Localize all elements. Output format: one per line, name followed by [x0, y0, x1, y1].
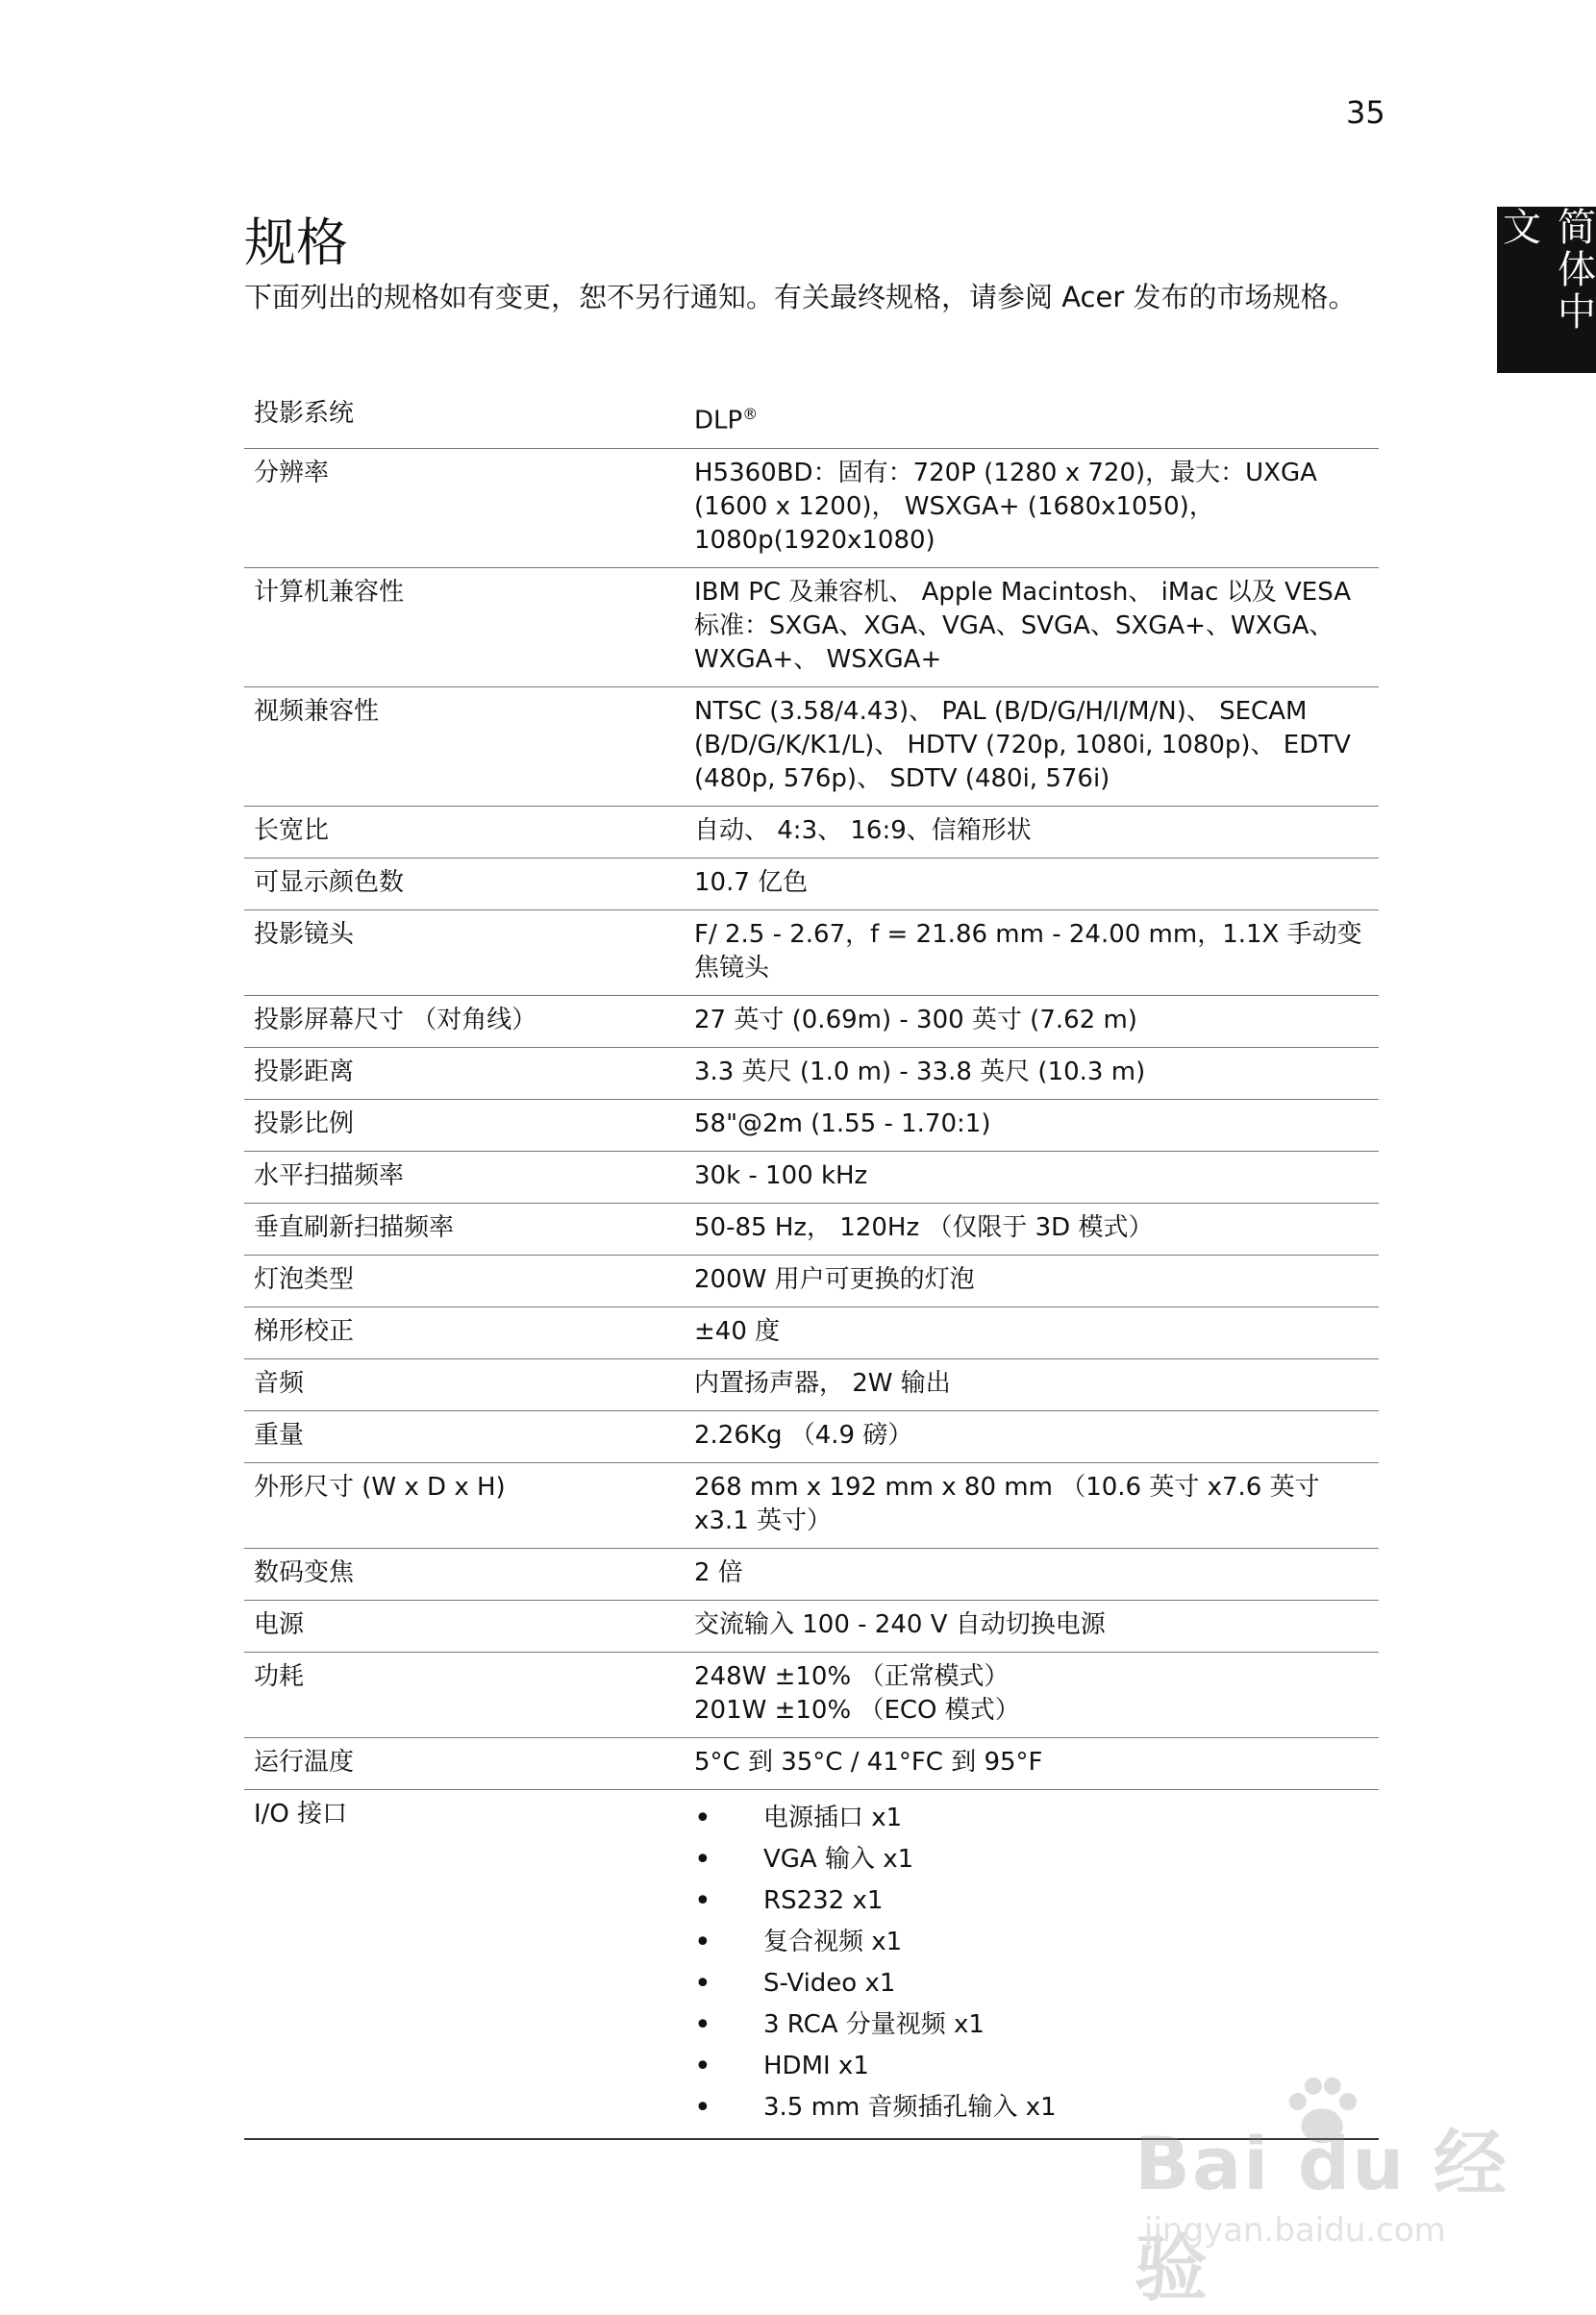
- spec-label: 投影距离: [244, 1047, 685, 1099]
- spec-label: 水平扫描频率: [244, 1151, 685, 1203]
- spec-value: 2.26Kg （4.9 磅）: [694, 1419, 1369, 1453]
- spec-row: [244, 858, 1379, 909]
- spec-value-cell: [685, 1737, 1379, 1789]
- spec-value: F/ 2.5 - 2.67，f = 21.86 mm - 24.00 mm，1.1X 手动变焦镜头: [694, 918, 1369, 985]
- spec-value-cell: [685, 1203, 1379, 1255]
- watermark-url: jingyan.baidu.com: [1144, 2211, 1446, 2250]
- spec-value: 50-85 Hz， 120Hz （仅限于 3D 模式）: [694, 1211, 1369, 1245]
- spec-label: 垂直刷新扫描频率: [244, 1203, 685, 1255]
- io-port-item: • 3 RCA 分量视频 x1: [694, 2004, 1369, 2046]
- spec-value: 5°C 到 35°C / 41°FC 到 95°F: [694, 1746, 1369, 1780]
- spec-label: 长宽比: [244, 806, 685, 858]
- spec-value: H5360BD：固有：720P (1280 x 720)，最大：UXGA (1600 x 1200)， WSXGA+ (1680x1050)，1080p(1920x1080): [694, 457, 1369, 558]
- spec-value-cell: [685, 1358, 1379, 1410]
- spec-value: 30k - 100 kHz: [694, 1159, 1369, 1193]
- spec-value-cell: [685, 686, 1379, 806]
- io-port-item: • 电源插口 x1: [694, 1798, 1369, 1839]
- spec-value-cell: [685, 1099, 1379, 1151]
- spec-value: 2 倍: [694, 1556, 1369, 1590]
- spec-value-cell: [685, 1307, 1379, 1358]
- spec-row: [244, 567, 1379, 686]
- page-number: 35: [1346, 94, 1385, 131]
- spec-label: 投影系统: [244, 389, 685, 448]
- spec-row: [244, 448, 1379, 567]
- spec-value: IBM PC 及兼容机、 Apple Macintosh、 iMac 以及 VESA 标准：SXGA、XGA、VGA、SVGA、SXGA+、WXGA、WXGA+、 WSXGA+: [694, 576, 1369, 677]
- spec-value-cell: [685, 389, 1379, 448]
- spec-value: 10.7 亿色: [694, 866, 1369, 900]
- spec-label: 功耗: [244, 1652, 685, 1737]
- spec-row: [244, 909, 1379, 995]
- spec-value-cell: [685, 1600, 1379, 1652]
- spec-row: [244, 1652, 1379, 1737]
- spec-label: 音频: [244, 1358, 685, 1410]
- spec-row: [244, 686, 1379, 806]
- spec-value-cell: [685, 806, 1379, 858]
- spec-value: ±40 度: [694, 1315, 1369, 1349]
- spec-value-cell: [685, 1151, 1379, 1203]
- spec-row: [244, 1307, 1379, 1358]
- spec-value-cell: [685, 1652, 1379, 1737]
- registered-mark: ®: [742, 405, 758, 423]
- spec-label: 灯泡类型: [244, 1255, 685, 1307]
- spec-value-second-line: 201W ±10% （ECO 模式）: [694, 1694, 1369, 1728]
- spec-row: [244, 1548, 1379, 1600]
- spec-row: [244, 1737, 1379, 1789]
- spec-label: 投影比例: [244, 1099, 685, 1151]
- spec-value: 248W ±10% （正常模式）: [694, 1660, 1369, 1694]
- spec-value: 交流输入 100 - 240 V 自动切换电源: [694, 1608, 1369, 1642]
- spec-label: 数码变焦: [244, 1548, 685, 1600]
- language-tab: [1497, 207, 1596, 373]
- io-port-item: • HDMI x1: [694, 2046, 1369, 2087]
- spec-label: 投影屏幕尺寸 （对角线）: [244, 995, 685, 1047]
- spec-value-cell: [685, 1548, 1379, 1600]
- spec-value-cell: [685, 995, 1379, 1047]
- spec-row: [244, 1410, 1379, 1462]
- intro-paragraph: 下面列出的规格如有变更，恕不另行通知。有关最终规格，请参阅 Acer 发布的市场规格。: [244, 277, 1379, 317]
- spec-row: [244, 1358, 1379, 1410]
- spec-label: 重量: [244, 1410, 685, 1462]
- spec-label: 可显示颜色数: [244, 858, 685, 909]
- spec-label: 外形尺寸 (W x D x H): [244, 1462, 685, 1548]
- spec-label: 投影镜头: [244, 909, 685, 995]
- spec-table: [244, 389, 1379, 2140]
- spec-row: [244, 1047, 1379, 1099]
- spec-value: 内置扬声器， 2W 输出: [694, 1367, 1369, 1401]
- spec-label: 梯形校正: [244, 1307, 685, 1358]
- spec-value-cell: [685, 1255, 1379, 1307]
- spec-value: 200W 用户可更换的灯泡: [694, 1263, 1369, 1297]
- spec-row: [244, 1462, 1379, 1548]
- baidu-watermark: [1135, 2067, 1538, 2259]
- spec-row: [244, 806, 1379, 858]
- spec-label: I/O 接口: [244, 1789, 685, 2139]
- io-port-item: • RS232 x1: [694, 1880, 1369, 1922]
- spec-row: [244, 389, 1379, 448]
- spec-value: NTSC (3.58/4.43)、 PAL (B/D/G/H/I/M/N)、 SECAM (B/D/G/K/K1/L)、 HDTV (720p, 1080i, 1080p)、 EDTV (480p, 576p)、 SDTV (480i, 576i): [694, 695, 1369, 796]
- spec-value-cell: [685, 909, 1379, 995]
- io-port-item: • VGA 输入 x1: [694, 1839, 1369, 1880]
- spec-row: [244, 1151, 1379, 1203]
- spec-row: [244, 995, 1379, 1047]
- spec-value-cell: [685, 1410, 1379, 1462]
- spec-value-cell: [685, 448, 1379, 567]
- spec-label: 运行温度: [244, 1737, 685, 1789]
- io-port-item: • 复合视频 x1: [694, 1922, 1369, 1963]
- spec-value-cell: [685, 1462, 1379, 1548]
- spec-row: [244, 1099, 1379, 1151]
- spec-row: [244, 1600, 1379, 1652]
- spec-value: 268 mm x 192 mm x 80 mm （10.6 英寸 x7.6 英寸 x3.1 英寸）: [694, 1471, 1369, 1538]
- watermark-logo: Bai du 经验: [1135, 2105, 1538, 2315]
- language-tab-label: 简体中文: [1492, 207, 1596, 373]
- io-port-item: • S-Video x1: [694, 1963, 1369, 2004]
- spec-value: 自动、 4:3、 16:9、信箱形状: [694, 814, 1369, 848]
- page-title: 规格: [244, 202, 348, 276]
- spec-label: 电源: [244, 1600, 685, 1652]
- spec-value-cell: [685, 858, 1379, 909]
- spec-value: 27 英寸 (0.69m) - 300 英寸 (7.62 m): [694, 1004, 1369, 1037]
- spec-value-cell: [685, 1047, 1379, 1099]
- spec-value: DLP: [694, 407, 742, 436]
- spec-label: 计算机兼容性: [244, 567, 685, 686]
- spec-row: [244, 1255, 1379, 1307]
- spec-value-cell: [685, 567, 1379, 686]
- spec-row: [244, 1203, 1379, 1255]
- io-port-item: • 3.5 mm 音频插孔输入 x1: [694, 2087, 1369, 2128]
- spec-label: 分辨率: [244, 448, 685, 567]
- spec-value: 58"@2m (1.55 - 1.70:1): [694, 1108, 1369, 1141]
- spec-value: 3.3 英尺 (1.0 m) - 33.8 英尺 (10.3 m): [694, 1056, 1369, 1089]
- spec-label: 视频兼容性: [244, 686, 685, 806]
